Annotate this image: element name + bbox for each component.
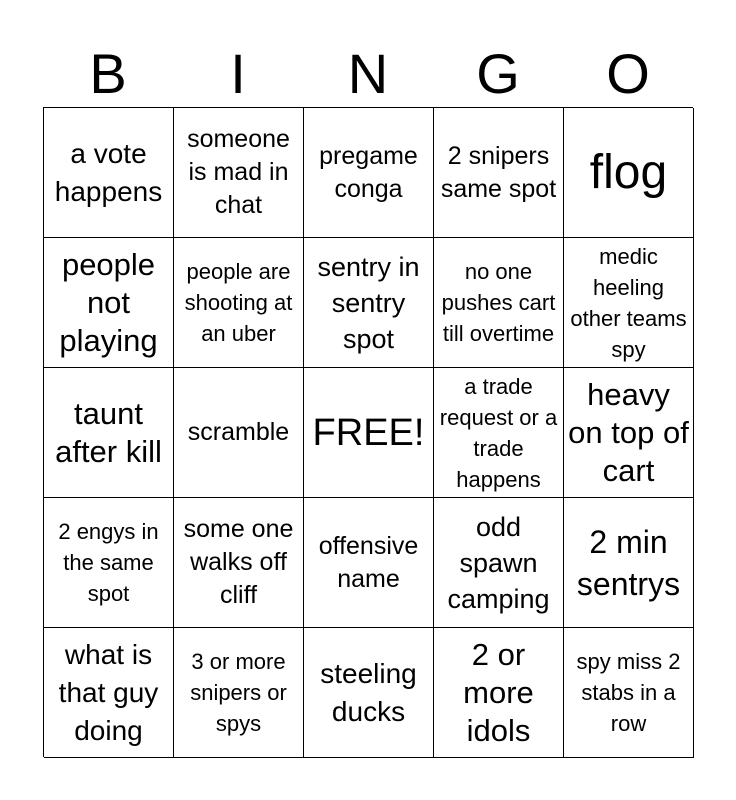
bingo-cell: spy miss 2 stabs in a row [564, 628, 694, 758]
bingo-cell: steeling ducks [304, 628, 434, 758]
bingo-cell: a trade request or a trade happens [434, 368, 564, 498]
bingo-cell: some one walks off cliff [174, 498, 304, 628]
header-letter-i: I [230, 42, 246, 105]
bingo-cell: 2 snipers same spot [434, 108, 564, 238]
bingo-grid [43, 107, 693, 757]
bingo-cell: flog [564, 108, 694, 238]
bingo-cell: what is that guy doing [44, 628, 174, 758]
bingo-cell: sentry in sentry spot [304, 238, 434, 368]
header-letter-n: N [347, 42, 389, 105]
bingo-cell: people not playing [44, 238, 174, 368]
bingo-cell: offensive name [304, 498, 434, 628]
bingo-cell: scramble [174, 368, 304, 498]
header-letter-g: G [476, 42, 520, 105]
bingo-cell: people are shooting at an uber [174, 238, 304, 368]
header-letter-o: O [606, 42, 650, 105]
bingo-cell: 2 min sentrys [564, 498, 694, 628]
header-letter-b: B [89, 42, 127, 105]
bingo-cell: a vote happens [44, 108, 174, 238]
bingo-cell: medic heeling other teams spy [564, 238, 694, 368]
bingo-cell: 2 engys in the same spot [44, 498, 174, 628]
free-space: FREE! [304, 368, 434, 498]
bingo-cell: 3 or more snipers or spys [174, 628, 304, 758]
bingo-cell: taunt after kill [44, 368, 174, 498]
bingo-cell: 2 or more idols [434, 628, 564, 758]
bingo-cell: someone is mad in chat [174, 108, 304, 238]
bingo-cell: no one pushes cart till overtime [434, 238, 564, 368]
bingo-header [43, 40, 693, 108]
bingo-cell: pregame conga [304, 108, 434, 238]
bingo-cell: odd spawn camping [434, 498, 564, 628]
bingo-cell: heavy on top of cart [564, 368, 694, 498]
